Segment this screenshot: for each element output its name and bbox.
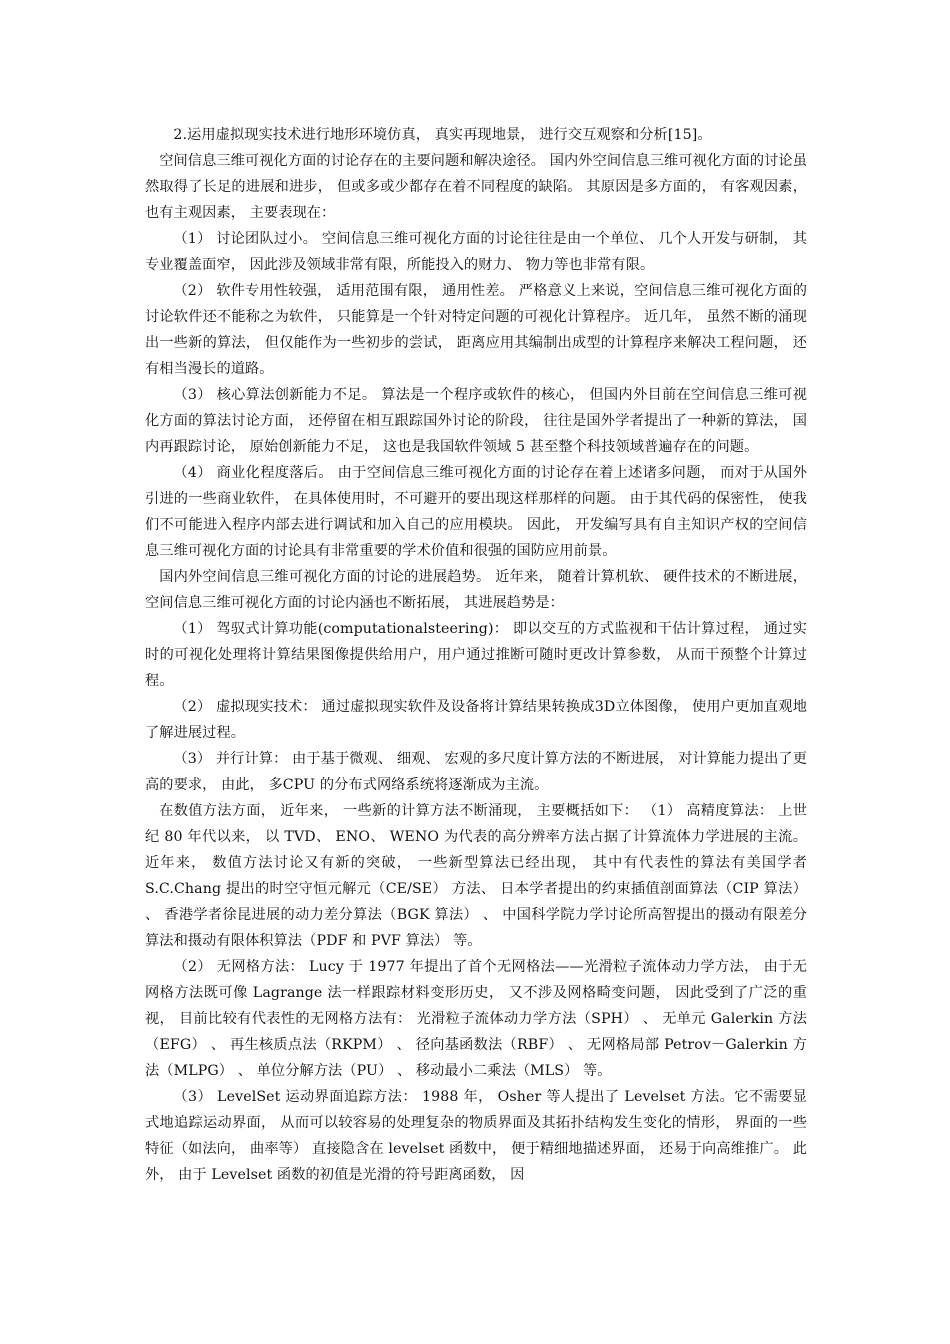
paragraph-parallel-computing: （3） 并行计算： 由于基于微观、 细观、 宏观的多尺度计算方法的不断进展， 对计算能力提出了更高的要求， 由此， 多CPU 的分布式网络系统将逐渐成为主流。	[145, 751, 807, 793]
paragraph-small-team: （1） 讨论团队过小。 空间信息三维可视化方面的讨论往往是由一个单位、 几个人开发与研制， 其专业覆盖面窄， 因此涉及领域非常有限，所能投入的财力、 物力等也非常有限。	[145, 231, 807, 273]
paragraph-core-algorithm: （3） 核心算法创新能力不足。 算法是一个程序或软件的核心， 但国内外目前在空间信息三维可视化方面的算法讨论方面， 还停留在相互跟踪国外讨论的阶段， 往往是国外学者提出了一种新的算法， 国内再跟踪讨论， 原始创新能力不足， 这也是我国软件领域 5 甚至整个科技领域普遍存在的问题。	[145, 387, 807, 455]
paragraph-levelset-method: （3） LevelSet 运动界面追踪方法： 1988 年， Osher 等人提出了 Levelset 方法。它不需要显式地追踪运动界面， 从而可以较容易的处理复杂的物质界面及其拓扑结构发生变化的情形， 界面的一些特征（如法向， 曲率等） 直接隐含在 levelset 函数中， 便于精细地描述界面， 还易于向高维推广。 此外， 由于 Levelset 函数的初值是光滑的符号距离函数， 因	[145, 1089, 807, 1183]
paragraph-virtual-reality-terrain: 2.运用虚拟现实技术进行地形环境仿真， 真实再现地景， 进行交互观察和分析[15]。	[173, 127, 712, 143]
paragraph-meshless-methods: （2） 无网格方法： Lucy 于 1977 年提出了首个无网格法——光滑粒子流体动力学方法， 由于无网格方法既可像 Lagrange 法一样跟踪材料变形历史， 又不涉及网格畸变问题， 因此受到了广泛的重视， 目前比较有代表性的无网格方法有： 光滑粒子流体动力学方法（SPH） 、 无单元 Galerkin 方法（EFG） 、 再生核质点法（RKPM） 、 径向基函数法（RBF） 、 无网格局部 Petrov－Galerkin 方法（MLPG） 、 单位分解方法（PU） 、 移动最小二乘法（MLS） 等。	[145, 959, 807, 1079]
paragraph-computational-steering: （1） 驾驭式计算功能(computationalsteering)： 即以交互的方式监视和干估计算过程， 通过实时的可视化处理将计算结果图像提供给用户，用户通过推断可随时更改计算参数， 从而干预整个计算过程。	[145, 621, 807, 689]
paragraph-commercialization: （4） 商业化程度落后。 由于空间信息三维可视化方面的讨论存在着上述诸多问题， 而对于从国外引进的一些商业软件， 在具体使用时，不可避开的要出现这样那样的问题。 由于其代码的保密性， 使我们不可能进入程序内部去进行调试和加入自己的应用模块。 因此， 开发编写具有自主知识产权的空间信息三维可视化方面的讨论具有非常重要的学术价值和很强的国防应用前景。	[145, 465, 807, 559]
paragraph-numerical-methods: 在数值方法方面， 近年来， 一些新的计算方法不断涌现， 主要概括如下： （1） 高精度算法： 上世纪 80 年代以来， 以 TVD、 ENO、 WENO 为代表的高分辨率方法占据了计算流体力学进展的主流。 近年来， 数值方法讨论又有新的突破， 一些新型算法已经出现， 其中有代表性的算法有美国学者 S.C.Chang 提出的时空守恒元解元（CE/SE） 方法、 日本学者提出的约束插值剖面算法（CIP 算法） 、 香港学者徐昆进展的动力差分算法（BGK 算法） 、 中国科学院力学讨论所高智提出的摄动有限差分算法和摄动有限体积算法（PDF 和 PVF 算法） 等。	[145, 803, 807, 949]
paragraph-virtual-reality-tech: （2） 虚拟现实技术： 通过虚拟现实软件及设备将计算结果转换成3D立体图像， 使用户更加直观地了解进展过程。	[145, 699, 807, 741]
paragraph-development-trend: 国内外空间信息三维可视化方面的讨论的进展趋势。 近年来， 随着计算机软、 硬件技术的不断进展， 空间信息三维可视化方面的讨论内涵也不断拓展， 其进展趋势是：	[145, 569, 807, 611]
paragraph-software-specificity: （2） 软件专用性较强， 适用范围有限， 通用性差。 严格意义上来说，空间信息三维可视化方面的讨论软件还不能称之为软件， 只能算是一个针对特定问题的可视化计算程序。 近几年， 虽然不断的涌现出一些新的算法， 但仅能作为一些初步的尝试， 距离应用其编制出成型的计算程序来解决工程问题， 还有相当漫长的道路。	[145, 283, 807, 377]
paragraph-problems-and-solutions: 空间信息三维可视化方面的讨论存在的主要问题和解决途径。 国内外空间信息三维可视化方面的讨论虽然取得了长足的进展和进步， 但或多或少都存在着不同程度的缺陷。 其原因是多方面的， 有客观因素， 也有主观因素， 主要表现在：	[145, 153, 807, 221]
document-body	[145, 122, 807, 1188]
